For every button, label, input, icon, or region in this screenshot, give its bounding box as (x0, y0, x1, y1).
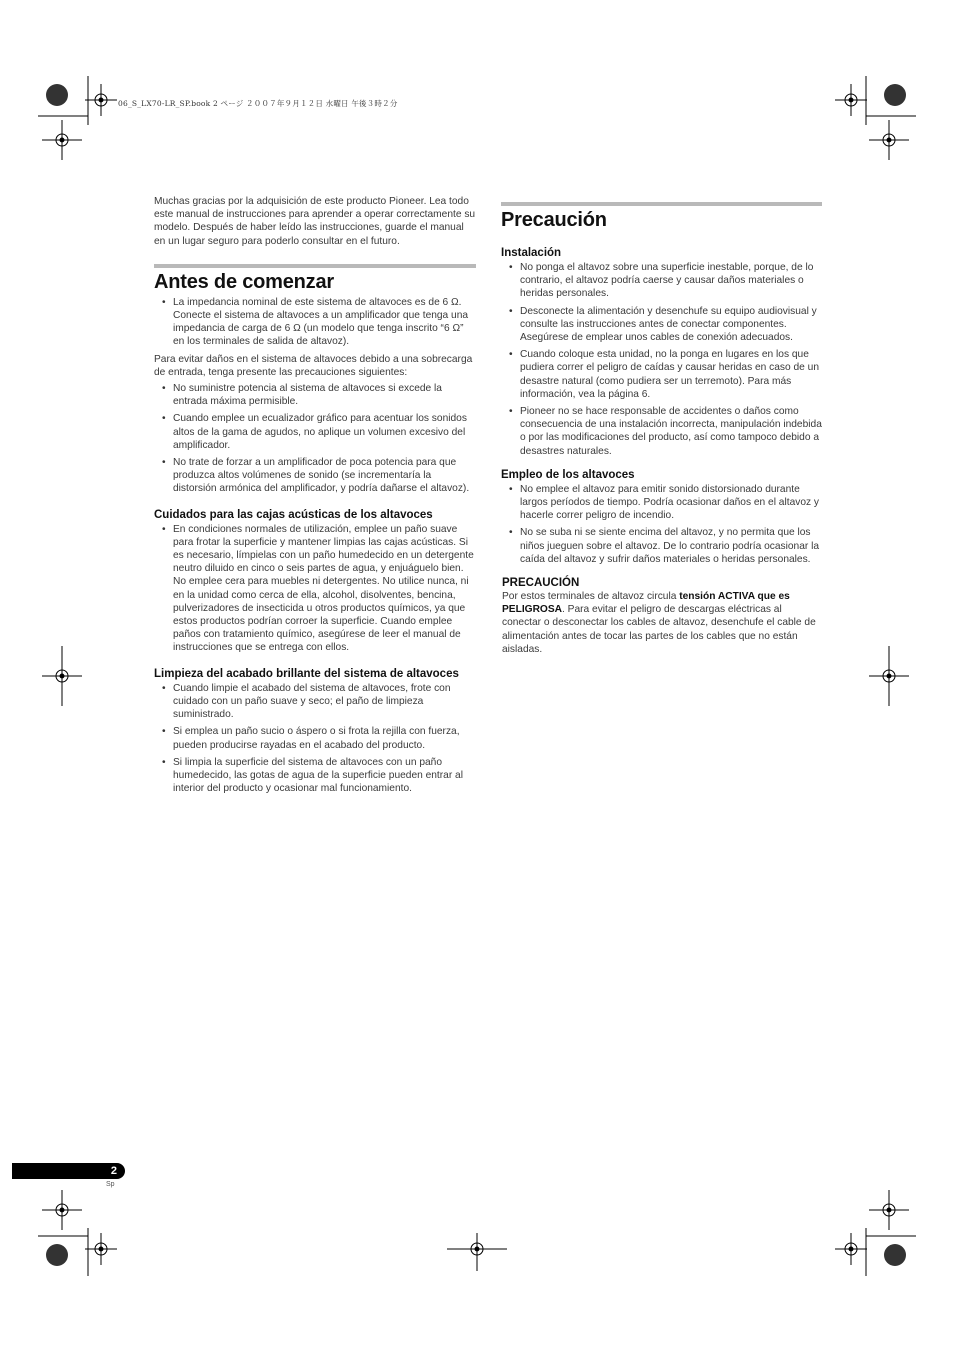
caution-text (502, 590, 822, 656)
impedance-list (154, 296, 476, 349)
section-rule (154, 264, 476, 268)
list-item: • Cuando coloque esta unidad, no la ponga en lugares en los que pudiera correr el peligro de caídas y causar heridas en caso de un desastre natural (como pudiera ser un terremoto). Para más información, vea la página 6. (501, 348, 822, 401)
overload-paragraph: Para evitar daños en el sistema de altavoces debido a una sobrecarga de entrada, tenga presente las precauciones siguientes: (154, 353, 473, 378)
page-number: 2 (110, 1165, 117, 1177)
list-item: • Si limpia la superficie del sistema de altavoces con un paño humedecido, las gotas de agua de la superficie pueden entrar al interior del producto y ocasionar mal funcionamiento. (154, 756, 476, 796)
list-item: • Pioneer no se hace responsable de accidentes o daños como consecuencia de una instalación incorrecta, manipulación indebida o por las modificaciones del producto, así como tampoco debido a desastres naturales. (501, 405, 822, 458)
overload-list (154, 382, 476, 496)
section-title-precaucion: Precaución (501, 209, 607, 231)
caution-title: PRECAUCIÓN (502, 577, 580, 590)
list-item: • Desconecte la alimentación y desenchufe su equipo audiovisual y consulte las instrucciones antes de conectar componentes. Asegúrese de emplear unos cables de conexión adecuados. (501, 305, 822, 345)
install-heading: Instalación (501, 247, 562, 259)
list-item: • No ponga el altavoz sobre una superficie inestable, porque, de lo contrario, el altavoz podría caerse y causar daños materiales o heridas personales. (501, 261, 822, 301)
clean-heading: Limpieza del acabado brillante del sistema de altavoces (154, 667, 459, 680)
intro-paragraph: Muchas gracias por la adquisición de este producto Pioneer. Lea todo este manual de instrucciones para aprender a operar correctamente su modelo. Después de haber leído las instrucciones, guarde el manual en un lugar seguro para poderlo consultar en el futuro. (154, 196, 476, 247)
list-item: • Cuando limpie el acabado del sistema de altavoces, frote con cuidado con un paño suave y seco; el paño de limpieza suministrado. (154, 682, 476, 722)
use-list (501, 483, 822, 566)
caution-text-bold: tensión ACTIVA que es PELIGROSA (502, 591, 790, 616)
clean-list (154, 682, 476, 796)
section-rule (501, 202, 822, 206)
list-item: • Si emplea un paño sucio o áspero o si frota la rejilla con fuerza, pueden producirse rayadas en el acabado del producto. (154, 725, 476, 751)
install-list (501, 261, 822, 458)
left-column (154, 195, 476, 799)
print-file-info: 06_S_LX70-LR_SP.book 2 ページ ２００７年９月１２日 水曜日 午後３時２分 (118, 99, 398, 108)
list-item: • La impedancia nominal de este sistema de altavoces es de 6 Ω. Conecte el sistema de altavoces a un amplificador que tenga una impedancia de carga de 6 Ω (un modelo que tenga inscrito “6 Ω” en los terminales de salida de altavoz). (154, 296, 476, 349)
use-heading: Empleo de los altavoces (501, 468, 635, 481)
list-item: • No trate de forzar a un amplificador de poca potencia para que produzca altos volúmenes de sonido (se incrementaría la distorsión armónica del amplificador, y podría dañarse el altavoz). (154, 456, 476, 496)
list-item: • En condiciones normales de utilización, emplee un paño suave para frotar la superficie y mantener limpias las cajas acústicas. Si es necesario, límpielas con un paño humedecido en un detergente neutro diluido en cinco o seis partes de agua, y enjuáguelo bien. No emplee cera para muebles ni detergentes. No utilice nunca, ni en la unidad como cerca de ella, alcohol, disolventes, bencina, pulverizadores de insecticida u otros productos químicos, ya que estos productos podrían corroer la superficie. Cuando emplee paños con tratamiento químico, asegúrese de leer el manual de instrucciones que se entrega con ellos. (154, 523, 476, 655)
list-item: • Cuando emplee un ecualizador gráfico para acentuar los sonidos altos de la gama de agudos, no aplique un volumen excesivo del amplificador. (154, 412, 476, 452)
page-number-tab (12, 1163, 125, 1179)
right-column (501, 202, 822, 656)
caution-text-post: . Para evitar el peligro de descargas eléctricas al conectar o desconectar los cables de altavoz, desenchufe el cable de alimentación antes de tocar las partes de los cables que no están aisladas. (502, 604, 816, 655)
care-list (154, 523, 476, 655)
care-heading: Cuidados para las cajas acústicas de los altavoces (154, 508, 433, 521)
caution-box (501, 576, 822, 656)
page-language: Sp (106, 1181, 115, 1188)
list-item: • No suministre potencia al sistema de altavoces si excede la entrada máxima permisible. (154, 382, 476, 408)
caution-text-pre: Por estos terminales de altavoz circula (502, 591, 680, 603)
list-item: • No emplee el altavoz para emitir sonido distorsionado durante largos períodos de tiempo. Podría ocasionar daños en el altavoz y hacerle correr peligro de incendio. (501, 483, 822, 523)
list-item: • No se suba ni se siente encima del altavoz, y no permita que los niños jueguen sobre el altavoz. De lo contrario podría ocasionar la caída del altavoz y sufrir daños materiales o heridas personales. (501, 526, 822, 566)
section-title-antes: Antes de comenzar (154, 270, 334, 293)
